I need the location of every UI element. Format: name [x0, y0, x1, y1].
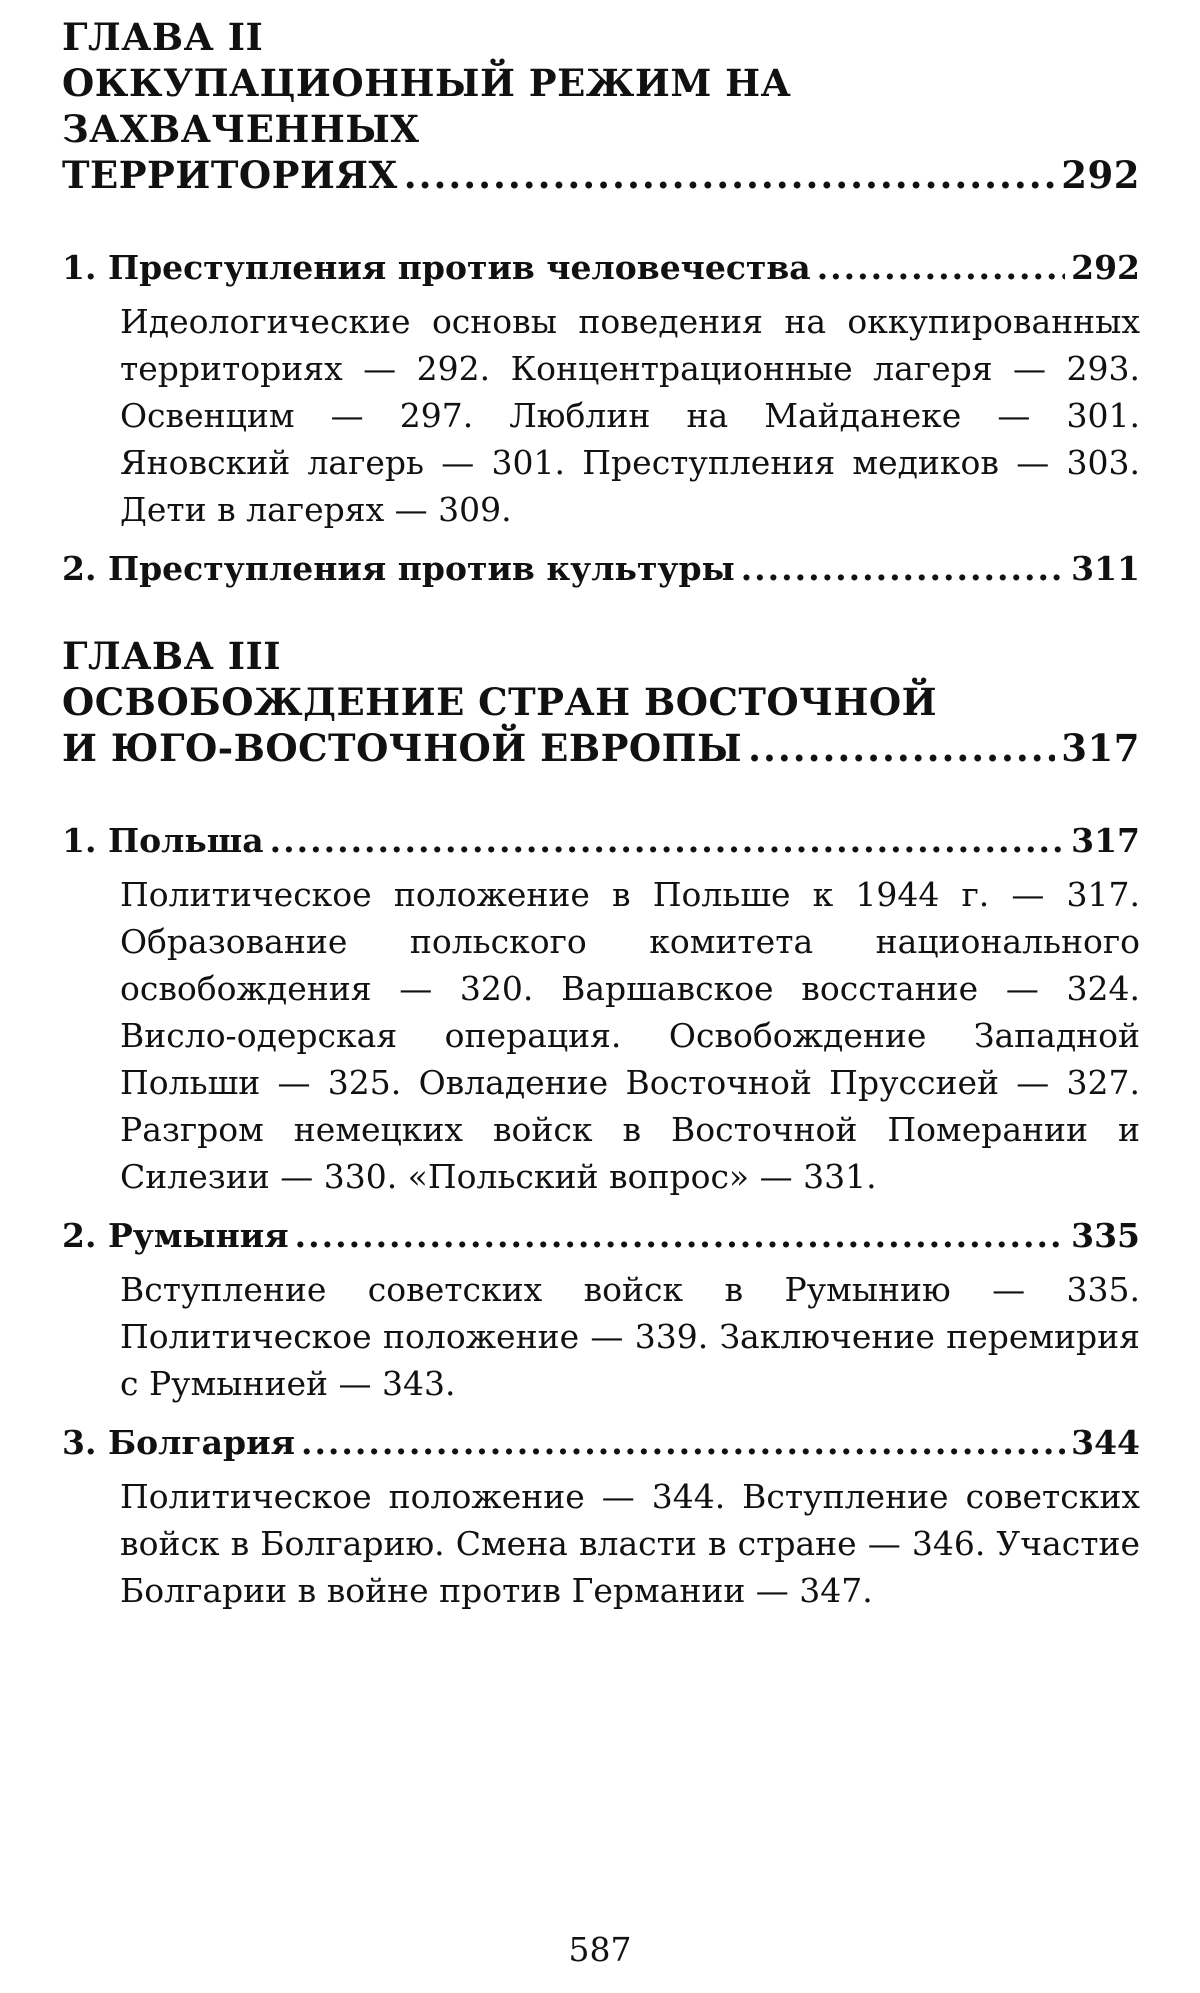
dot-leader — [270, 817, 1065, 865]
section-title-row — [62, 244, 1140, 292]
section-title-row — [62, 545, 1140, 593]
table-of-contents — [62, 0, 1140, 1614]
chapter-title-text: ТЕРРИТОРИЯХ — [62, 153, 398, 197]
chapter-3 — [62, 633, 1140, 771]
section-description: Политическое положение в Польше к 1944 г. — 317. Образование польского комитета национального освобождения — 320. Варшавское восстание — 324. Висло-одерская операция. Освобождение Западной Польши — 325. Овладение Восточной Пруссией — 327. Разгром немецких войск в Восточной Померании и Силезии — 330. «Польский вопрос» — 331. — [120, 875, 1140, 1196]
toc-section — [62, 1212, 1140, 1407]
chapter-page-number: 317 — [1061, 726, 1140, 770]
section-page-number: 311 — [1071, 549, 1140, 588]
section-title-row — [62, 817, 1140, 865]
chapter-title-line-1: ОККУПАЦИОННЫЙ РЕЖИМ НА ЗАХВАЧЕННЫХ — [62, 61, 792, 151]
section-title-row — [62, 1419, 1140, 1467]
section-title: 3. Болгария — [62, 1423, 295, 1462]
dot-leader — [295, 1212, 1065, 1260]
dot-leader — [741, 545, 1065, 593]
toc-section — [62, 545, 1140, 593]
section-title-row — [62, 1212, 1140, 1260]
section-title: 1. Польша — [62, 821, 264, 860]
section-title: 2. Румыния — [62, 1216, 289, 1255]
section-description: Идеологические основы поведения на оккупированных территориях — 292. Концентрационные лагеря — 293. Освенцим — 297. Люблин на Майданеке — 301. Яновский лагерь — 301. Преступления медиков — 303. Дети в лагерях — 309. — [120, 302, 1140, 529]
chapter-label: ГЛАВА III — [62, 634, 282, 678]
toc-section — [62, 817, 1140, 1200]
section-description: Вступление советских войск в Румынию — 335. Политическое положение — 339. Заключение перемирия с Румынией — 343. — [120, 1270, 1140, 1403]
page-number: 587 — [568, 1930, 632, 1969]
section-page-number: 344 — [1071, 1423, 1140, 1462]
chapter-title-text: И ЮГО-ВОСТОЧНОЙ ЕВРОПЫ — [62, 726, 743, 770]
chapter-page-number: 292 — [1061, 153, 1140, 197]
dot-leader — [748, 725, 1055, 771]
section-title: 2. Преступления против культуры — [62, 549, 735, 588]
section-title: 1. Преступления против человечества — [62, 248, 811, 287]
section-page-number: 317 — [1071, 821, 1140, 860]
chapter-2 — [62, 14, 1140, 198]
dot-leader — [301, 1419, 1065, 1467]
dot-leader — [817, 244, 1065, 292]
chapter-title-line-1: ОСВОБОЖДЕНИЕ СТРАН ВОСТОЧНОЙ — [62, 680, 938, 724]
section-page-number: 335 — [1071, 1216, 1140, 1255]
toc-section — [62, 244, 1140, 533]
chapter-label: ГЛАВА II — [62, 15, 264, 59]
section-description: Политическое положение — 344. Вступление советских войск в Болгарию. Смена власти в стране — 346. Участие Болгарии в войне против Германии — 347. — [120, 1477, 1140, 1610]
dot-leader — [404, 152, 1056, 198]
section-page-number: 292 — [1071, 248, 1140, 287]
toc-section — [62, 1419, 1140, 1614]
chapter-title-line-2 — [62, 152, 1140, 198]
chapter-title-line-2 — [62, 725, 1140, 771]
